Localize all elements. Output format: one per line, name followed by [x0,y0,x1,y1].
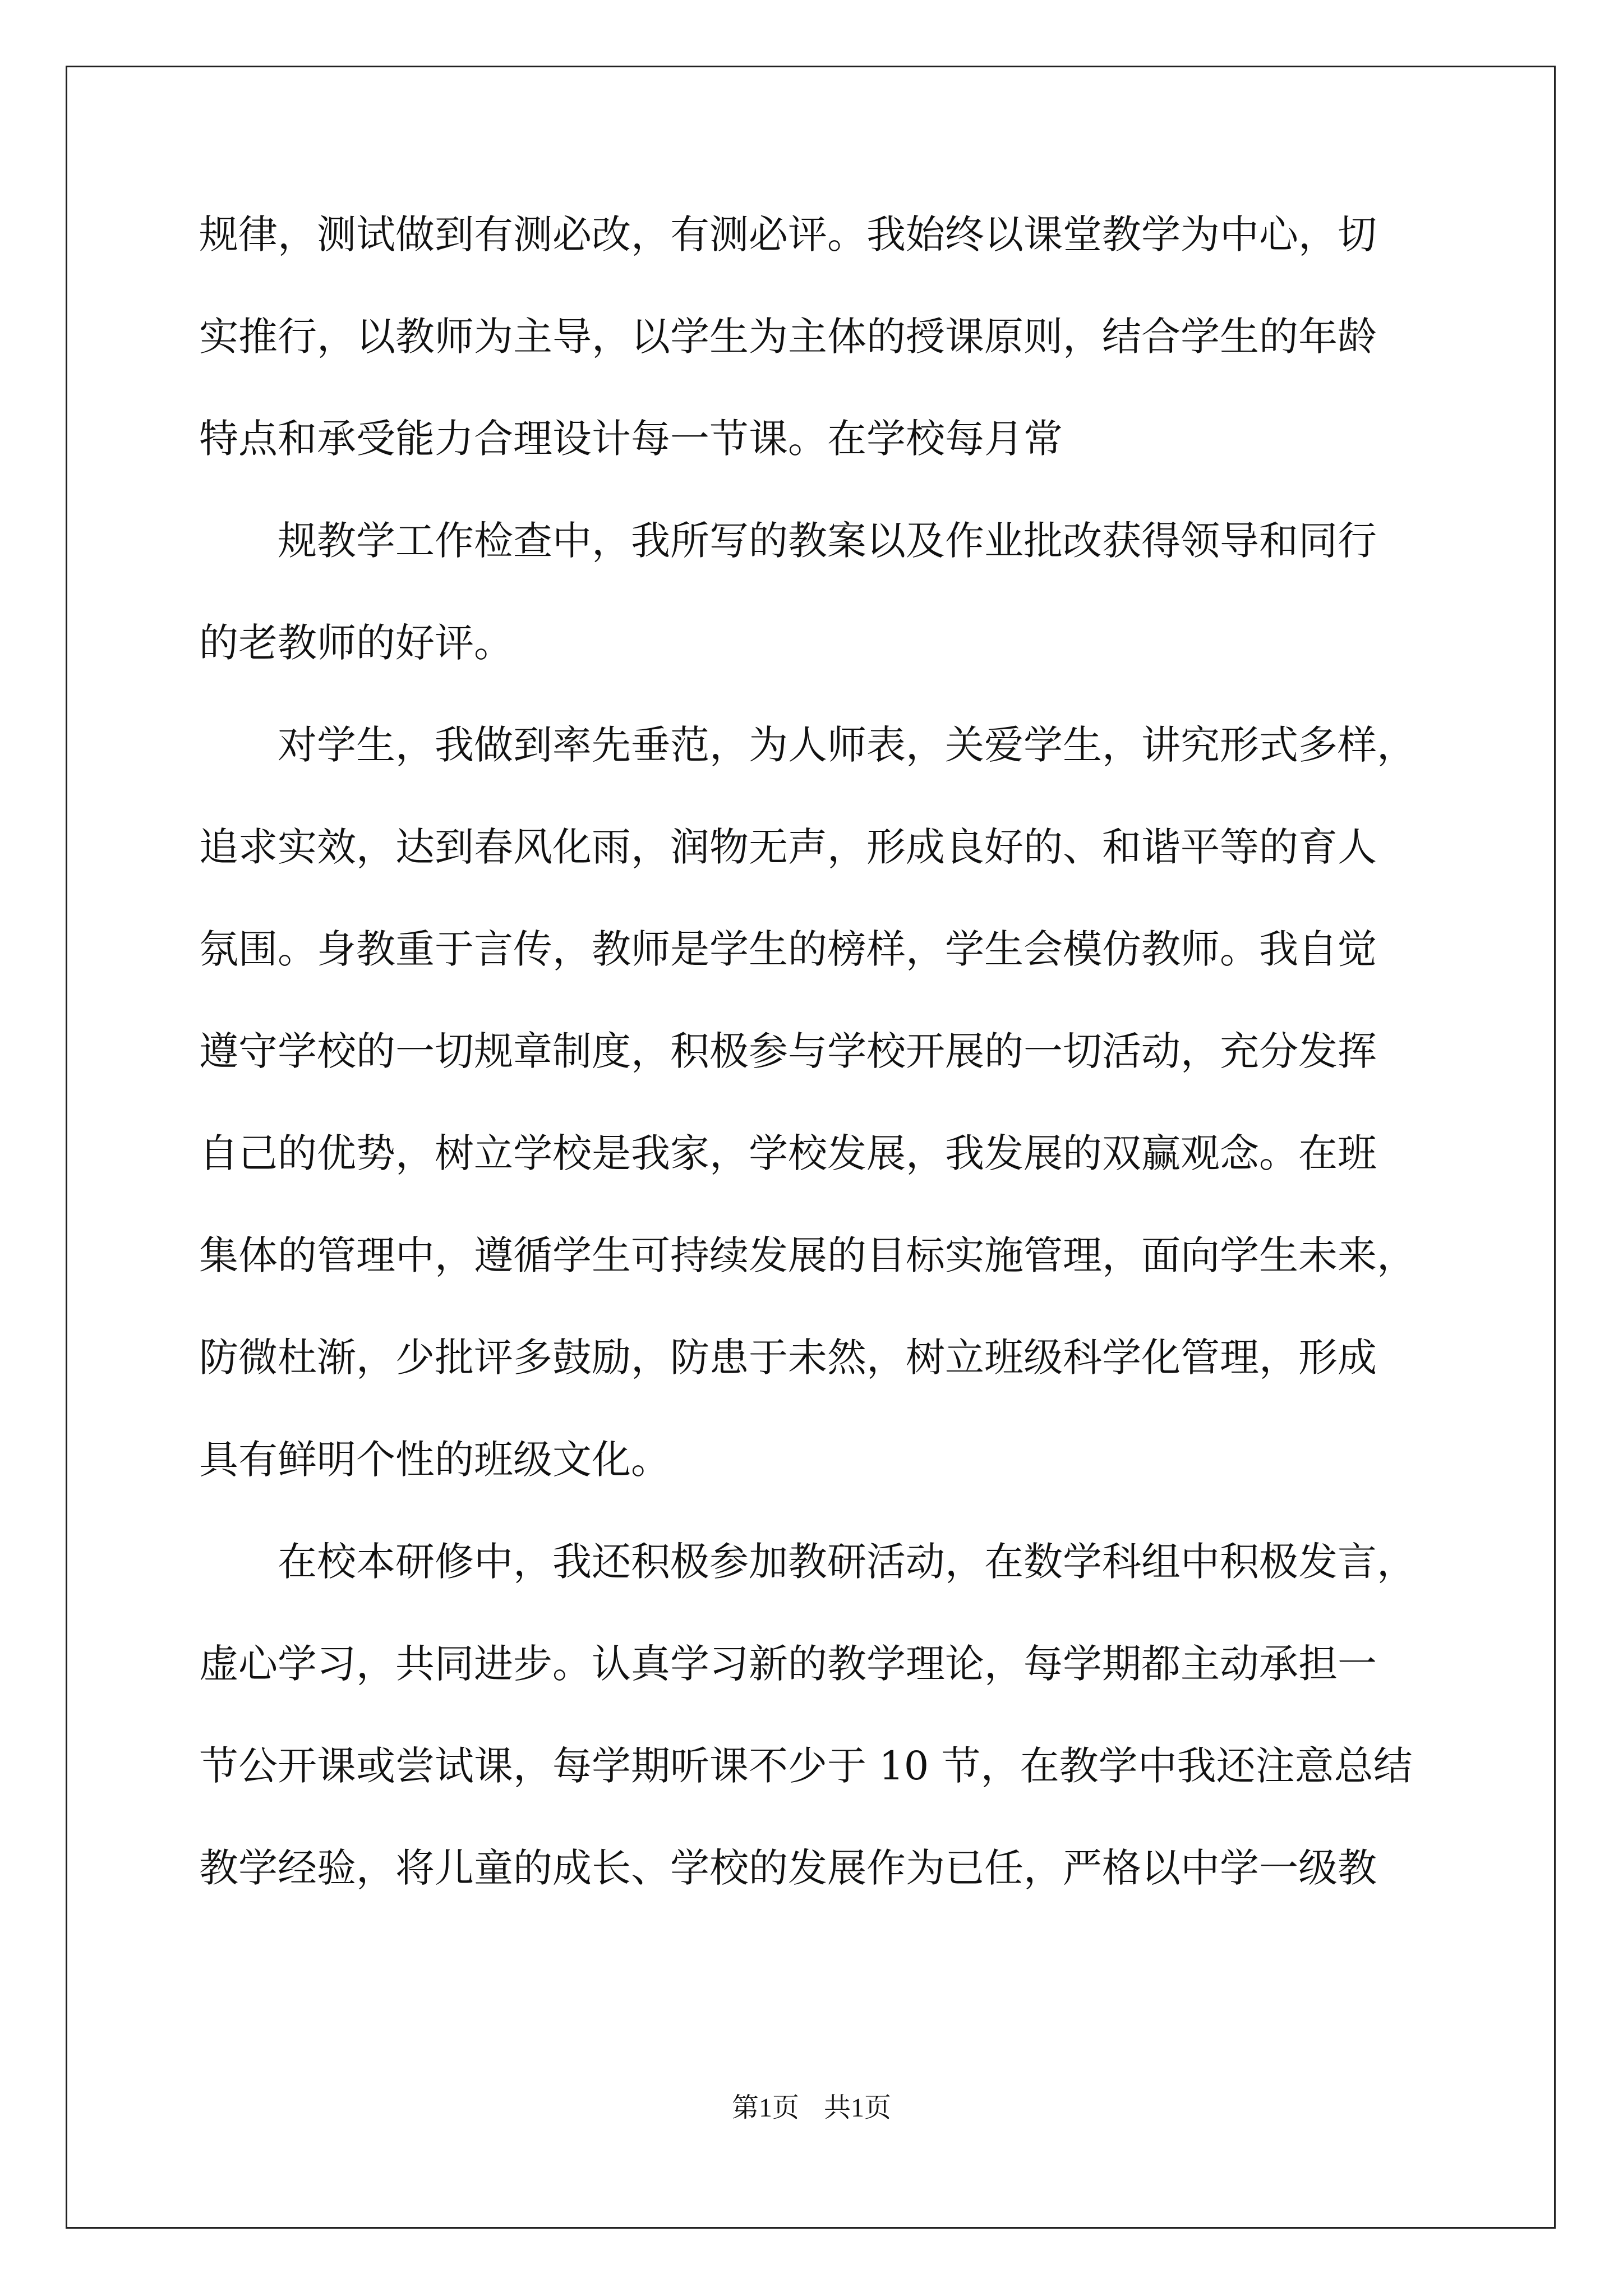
text-line: 教学经验，将儿童的成长、学校的发展作为已任，严格以中学一级教 [199,1845,1377,1891]
text-line: 氛围。身教重于言传，教师是学生的榜样，学生会模仿教师。我自觉 [199,926,1377,972]
current-page-number: 第1页 [731,2093,799,2123]
text-line: 特点和承受能力合理设计每一节课。在学校每月常 [199,416,1063,462]
text-line: 具有鲜明个性的班级文化。 [199,1437,670,1483]
text-line: 追求实效，达到春风化雨，润物无声，形成良好的、和谐平等的育人 [199,824,1377,870]
text-line: 的老教师的好评。 [199,620,513,666]
text-line: 虚心学习，共同进步。认真学习新的教学理论，每学期都主动承担一 [199,1641,1377,1687]
text-line: 防微杜渐，少批评多鼓励，防患于未然，树立班级科学化管理，形成 [199,1335,1377,1381]
total-page-count: 共1页 [824,2093,892,2123]
text-line: 对学生，我做到率先垂范，为人师表，关爱学生，讲究形式多样， [199,722,1416,768]
text-line: 节公开课或尝试课，每学期听课不少于 10 节，在教学中我还注意总结 [199,1743,1413,1789]
text-line: 集体的管理中，遵循学生可持续发展的目标实施管理，面向学生未来， [199,1232,1416,1278]
text-line: 遵守学校的一切规章制度，积极参与学校开展的一切活动，充分发挥 [199,1028,1377,1074]
text-line: 在校本研修中，我还积极参加教研活动，在数学科组中积极发言， [199,1539,1416,1585]
text-line: 规律，测试做到有测必改，有测必评。我始终以课堂教学为中心，切 [199,211,1377,257]
text-line: 自己的优势，树立学校是我家，学校发展，我发展的双赢观念。在班 [199,1130,1377,1176]
text-line: 实推行，以教师为主导，以学生为主体的授课原则，结合学生的年龄 [199,314,1377,360]
text-line: 规教学工作检查中，我所写的教案以及作业批改获得领导和同行 [199,518,1377,564]
page-footer [0,2091,1623,2125]
